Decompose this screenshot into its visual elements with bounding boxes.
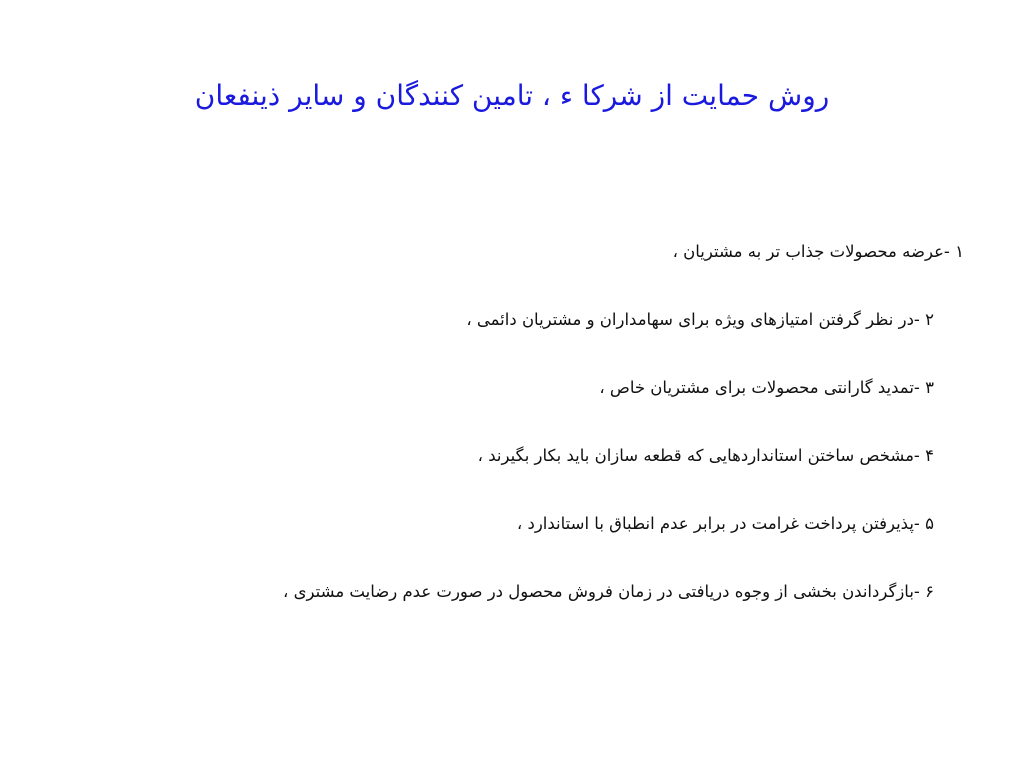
slide-title: روش حمایت از شرکا ء ، تامین کنندگان و سایر ذینفعان: [194, 79, 830, 112]
list-item-3: ۳ -تمدید گارانتی محصولات برای مشتریان خاص ،: [599, 378, 934, 397]
bullet-list: [164, 236, 964, 644]
list-item-2: ۲ -در نظر گرفتن امتیازهای ویژه برای سهامداران و مشتریان دائمی ،: [466, 310, 934, 329]
list-item-6: ۶ -بازگرداندن بخشی از وجوه دریافتی در زمان فروش محصول در صورت عدم رضایت مشتری ،: [283, 582, 934, 601]
list-item-5: ۵ -پذیرفتن پرداخت غرامت در برابر عدم انطباق با استاندارد ،: [516, 514, 934, 533]
list-item-4: ۴ -مشخص ساختن استانداردهایی که قطعه سازان باید بکار بگیرند ،: [477, 446, 934, 465]
list-item-1: ۱ -عرضه محصولات جذاب تر به مشتریان ،: [672, 242, 964, 261]
